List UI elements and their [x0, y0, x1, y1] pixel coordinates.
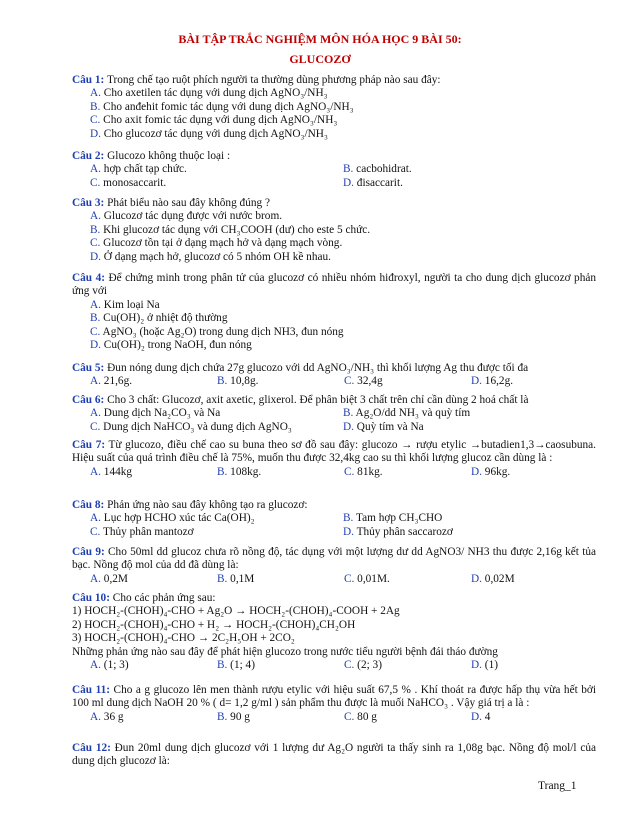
question-text: Glucozo không thuộc loại :: [104, 150, 231, 162]
option-d: D. Ở dạng mạch hở, glucozơ có 5 nhóm OH kề nhau.: [90, 250, 331, 263]
document-subtitle: GLUCOZƠ: [289, 52, 351, 66]
question-text: Để chứng minh trong phân tử của glucozơ có nhiều nhóm hiđroxyl, người ta cho dung dịch glucozơ phản ứng với: [72, 272, 596, 298]
option-d: D. Quỳ tím và Na: [343, 420, 424, 433]
option-a: A. 0,2M: [90, 572, 128, 585]
question-text: Trong chế tạo ruột phích người ta thường dùng phương pháp nào sau đây:: [104, 74, 441, 86]
option-b: B. (1; 4): [217, 659, 255, 672]
option-d: D. 96kg.: [471, 465, 511, 478]
question-3: [72, 197, 596, 264]
question-11: [72, 684, 596, 724]
question-label: Câu 9:: [72, 546, 105, 558]
question-label: Câu 11:: [72, 684, 111, 696]
reaction-line: 3) HOCH₂-(CHOH)₄-CHO → 2C₂H₅OH + 2CO₂: [72, 632, 295, 645]
question-2: [72, 150, 596, 190]
option-a: A. 36 g: [90, 710, 124, 723]
option-d: D. 16,2g.: [471, 375, 514, 388]
option-c: C. Glucozơ tồn tại ở dạng mạch hở và dạng mạch vòng.: [90, 237, 343, 250]
option-a: A. 21,6g.: [90, 375, 133, 388]
option-a: A. hợp chất tạp chức.: [90, 163, 187, 176]
option-c: C. Thủy phân mantozơ: [90, 525, 194, 538]
question-4: [72, 272, 596, 352]
reaction-line: 2) HOCH₂-(CHOH)₄-CHO + H₂ → HOCH₂-(CHOH)₄CH₂OH: [72, 618, 356, 631]
option-a: A. Dung dịch Na₂CO₃ và Na: [90, 407, 221, 420]
question-12: [72, 742, 596, 769]
option-c: C. 80 g: [344, 710, 377, 723]
question-9: [72, 546, 596, 586]
question-label: Câu 7:: [72, 439, 106, 451]
option-d: D. Cho glucozơ tác dụng với dung dịch AgNO₃/NH₃: [90, 127, 328, 140]
question-prompt: Những phản ứng nào sau đây để phát hiện glucozo trong nước tiểu người bệnh đái tháo đường: [72, 645, 498, 658]
option-a: A. 144kg: [90, 465, 133, 478]
question-text: Cho a g glucozo lên men thành rượu etylic với hiệu suất 67,5 % . Khí thoát ra được hấp thụ vừa hết bởi 100 ml dung dịch NaOH 20 % ( d= 1,2 g/ml ) sản phẩm thu được là muối NaHCO₃ . Vậy giá trị a là :: [72, 684, 597, 710]
question-5: [72, 362, 596, 389]
document-title: BÀI TẬP TRẮC NGHIỆM MÔN HÓA HỌC 9 BÀI 50:: [178, 32, 462, 46]
question-10: [72, 592, 596, 672]
question-label: Câu 10:: [72, 592, 110, 604]
option-a: A. (1; 3): [90, 659, 129, 672]
page-number: Trang_1: [538, 780, 577, 792]
question-6: [72, 394, 596, 434]
option-a: A. Glucozơ tác dụng được với nước brom.: [90, 210, 283, 223]
option-d: D. 4: [471, 710, 491, 723]
reaction-line: 1) HOCH₂-(CHOH)₄-CHO + Ag₂O → HOCH₂-(CHOH)₄-COOH + 2Ag: [72, 605, 400, 618]
question-label: Câu 5:: [72, 362, 105, 374]
option-b: B. cacbohidrat.: [343, 163, 412, 176]
question-label: Câu 4:: [72, 272, 105, 284]
option-c: C. 81kg.: [344, 465, 383, 478]
option-b: B. 90 g: [217, 710, 250, 723]
option-c: C. AgNO₃ (hoặc Ag₂O) trong dung dịch NH3, đun nóng: [90, 325, 344, 338]
option-d: D. 0,02M: [471, 572, 515, 585]
option-d: D. Cu(OH)₂ trong NaOH, đun nóng: [90, 339, 252, 352]
question-7: [72, 439, 596, 479]
option-b: B. Cu(OH)₂ ở nhiệt độ thường: [90, 312, 228, 325]
option-d: D. đisaccarit.: [343, 176, 403, 189]
option-c: C. 32,4g: [344, 375, 383, 388]
question-text: Cho 3 chất: Glucozơ, axit axetic, glixerol. Để phân biệt 3 chất trên chỉ cần dùng 2 hoá chất là: [104, 394, 529, 406]
question-1: [72, 74, 596, 141]
question-text: Đun nóng dung dịch chứa 27g glucozo với dd AgNO₃/NH₃ thì khối lượng Ag thu được tối đa: [104, 362, 529, 374]
question-text: Đun 20ml dung dịch glucozơ với 1 lượng dư Ag₂O người ta thấy sinh ra 1,08g bạc. Nồng độ mol/l của dung dịch glucozơ là:: [72, 742, 596, 768]
option-a: A. Kim loại Na: [90, 298, 160, 311]
question-8: [72, 499, 596, 539]
question-label: Câu 12:: [72, 742, 111, 754]
question-text: Phát biểu nào sau đây không đúng ?: [104, 197, 270, 209]
question-label: Câu 6:: [72, 394, 105, 406]
option-b: B. 10,8g.: [217, 375, 259, 388]
question-text: Cho các phản ứng sau:: [109, 592, 216, 604]
option-b: B. 108kg.: [217, 465, 262, 478]
option-b: B. 0,1M: [217, 572, 255, 585]
option-b: B. Ag₂O/dd NH₃ và quỳ tím: [343, 407, 471, 420]
option-c: C. Dung dịch NaHCO₃ và dung dịch AgNO₃: [90, 420, 292, 433]
option-c: C. (2; 3): [344, 659, 382, 672]
question-text: Từ glucozo, điều chế cao su buna theo sơ đồ sau đây: glucozo → rượu etylic →butadien1,3→caosubuna. Hiệu suất của quá trình điều chế là 75%, muốn thu được 32,4kg cao su thì khối lượng glucoz cần dùng là :: [72, 439, 597, 465]
option-a: A. Lục hợp HCHO xúc tác Ca(OH)₂: [90, 512, 255, 525]
option-b: B. Khi glucozơ tác dụng với CH₃COOH (dư) cho este 5 chức.: [90, 223, 371, 236]
option-c: C. 0,01M.: [344, 572, 390, 585]
option-c: C. monosaccarit.: [90, 176, 167, 189]
question-text: Phản ứng nào sau đây không tạo ra glucozơ:: [104, 499, 308, 511]
option-a: A. Cho axetilen tác dụng với dung dịch AgNO₃/NH₃: [90, 87, 328, 100]
option-b: B. Tam hợp CH₃CHO: [343, 512, 443, 525]
question-text: Cho 50ml dd glucoz chưa rõ nồng độ, tác dụng với một lượng dư dd AgNO3/ NH3 thu được 2,16g kết tủa bạc. Nồng độ mol của dd đã dùng là:: [72, 546, 596, 572]
option-d: D. (1): [471, 659, 498, 672]
option-b: B. Cho anđehit fomic tác dụng với dung dịch AgNO₃/NH₃: [90, 100, 354, 113]
question-label: Câu 8:: [72, 499, 105, 511]
question-label: Câu 3:: [72, 197, 105, 209]
option-d: D. Thủy phân saccarozơ: [343, 525, 453, 538]
question-label: Câu 2:: [72, 150, 105, 162]
option-c: C. Cho axit fomic tác dụng với dung dịch AgNO₃/NH₃: [90, 114, 338, 127]
question-label: Câu 1:: [72, 74, 105, 86]
